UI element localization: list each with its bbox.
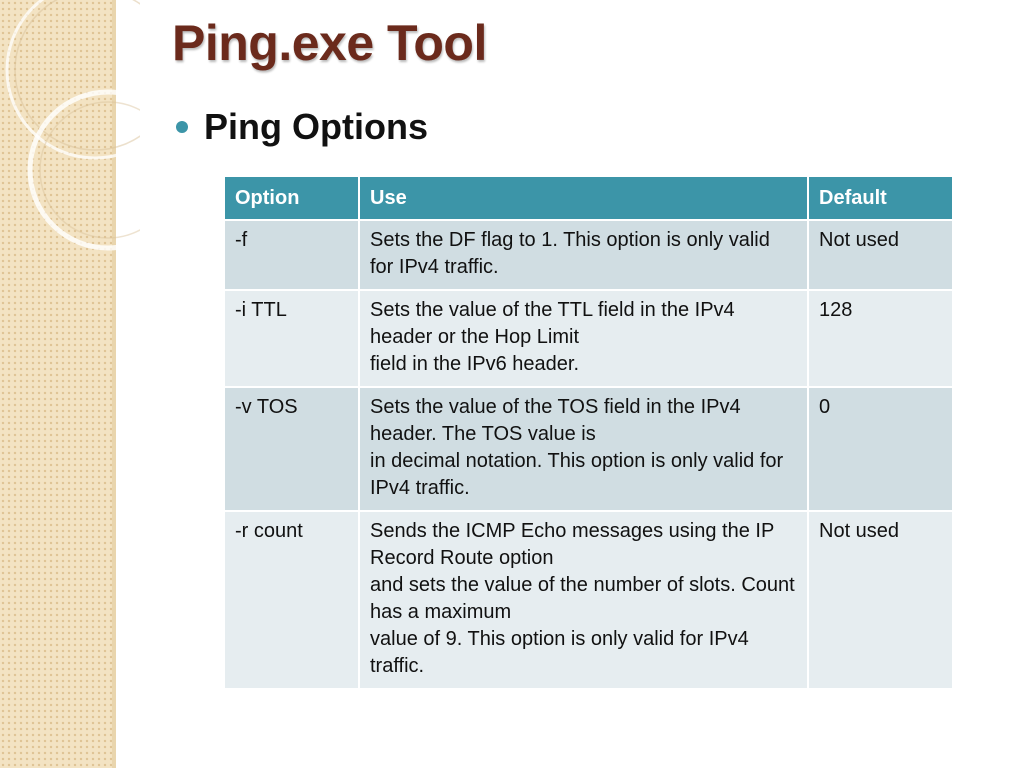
table-header-row <box>224 176 953 220</box>
use-text: Sets the value of the TTL field in the IPv4 header or the Hop Limit <box>370 299 735 348</box>
use-cell <box>359 511 808 689</box>
use-text: Sets the DF flag to 1. This option is only valid for IPv4 traffic. <box>370 229 770 278</box>
default-cell: 0 <box>808 387 953 511</box>
column-header-option: Option <box>224 176 359 220</box>
default-cell: Not used <box>808 511 953 689</box>
use-text: in decimal notation. This option is only valid for IPv4 traffic. <box>370 450 784 499</box>
table-row <box>224 290 953 387</box>
bullet-dot-icon <box>176 121 188 133</box>
use-text: field in the IPv6 header. <box>370 353 580 375</box>
option-cell: -f <box>224 220 359 290</box>
option-cell: -v TOS <box>224 387 359 511</box>
use-text: value of 9. This option is only valid for IPv4 traffic. <box>370 628 749 677</box>
slide-title: Ping.exe Tool <box>172 15 487 71</box>
option-cell: -r count <box>224 511 359 689</box>
use-cell <box>359 220 808 290</box>
column-header-use: Use <box>359 176 808 220</box>
ping-options-table <box>223 175 954 690</box>
use-cell <box>359 387 808 511</box>
column-header-default: Default <box>808 176 953 220</box>
use-text: Sets the value of the TOS field in the IPv4 header. The TOS value is <box>370 396 741 445</box>
table-row <box>224 511 953 689</box>
bullet-label: Ping Options <box>204 106 428 147</box>
option-cell: -i TTL <box>224 290 359 387</box>
use-cell <box>359 290 808 387</box>
default-cell: Not used <box>808 220 953 290</box>
default-cell: 128 <box>808 290 953 387</box>
use-text: Sends the ICMP Echo messages using the IP Record Route option <box>370 520 774 569</box>
bullet-item <box>176 106 428 148</box>
table-row <box>224 220 953 290</box>
table-row <box>224 387 953 511</box>
decorative-side-band <box>0 0 112 768</box>
use-text: and sets the value of the number of slots. Count has a maximum <box>370 574 795 623</box>
side-band-edge <box>112 0 116 768</box>
